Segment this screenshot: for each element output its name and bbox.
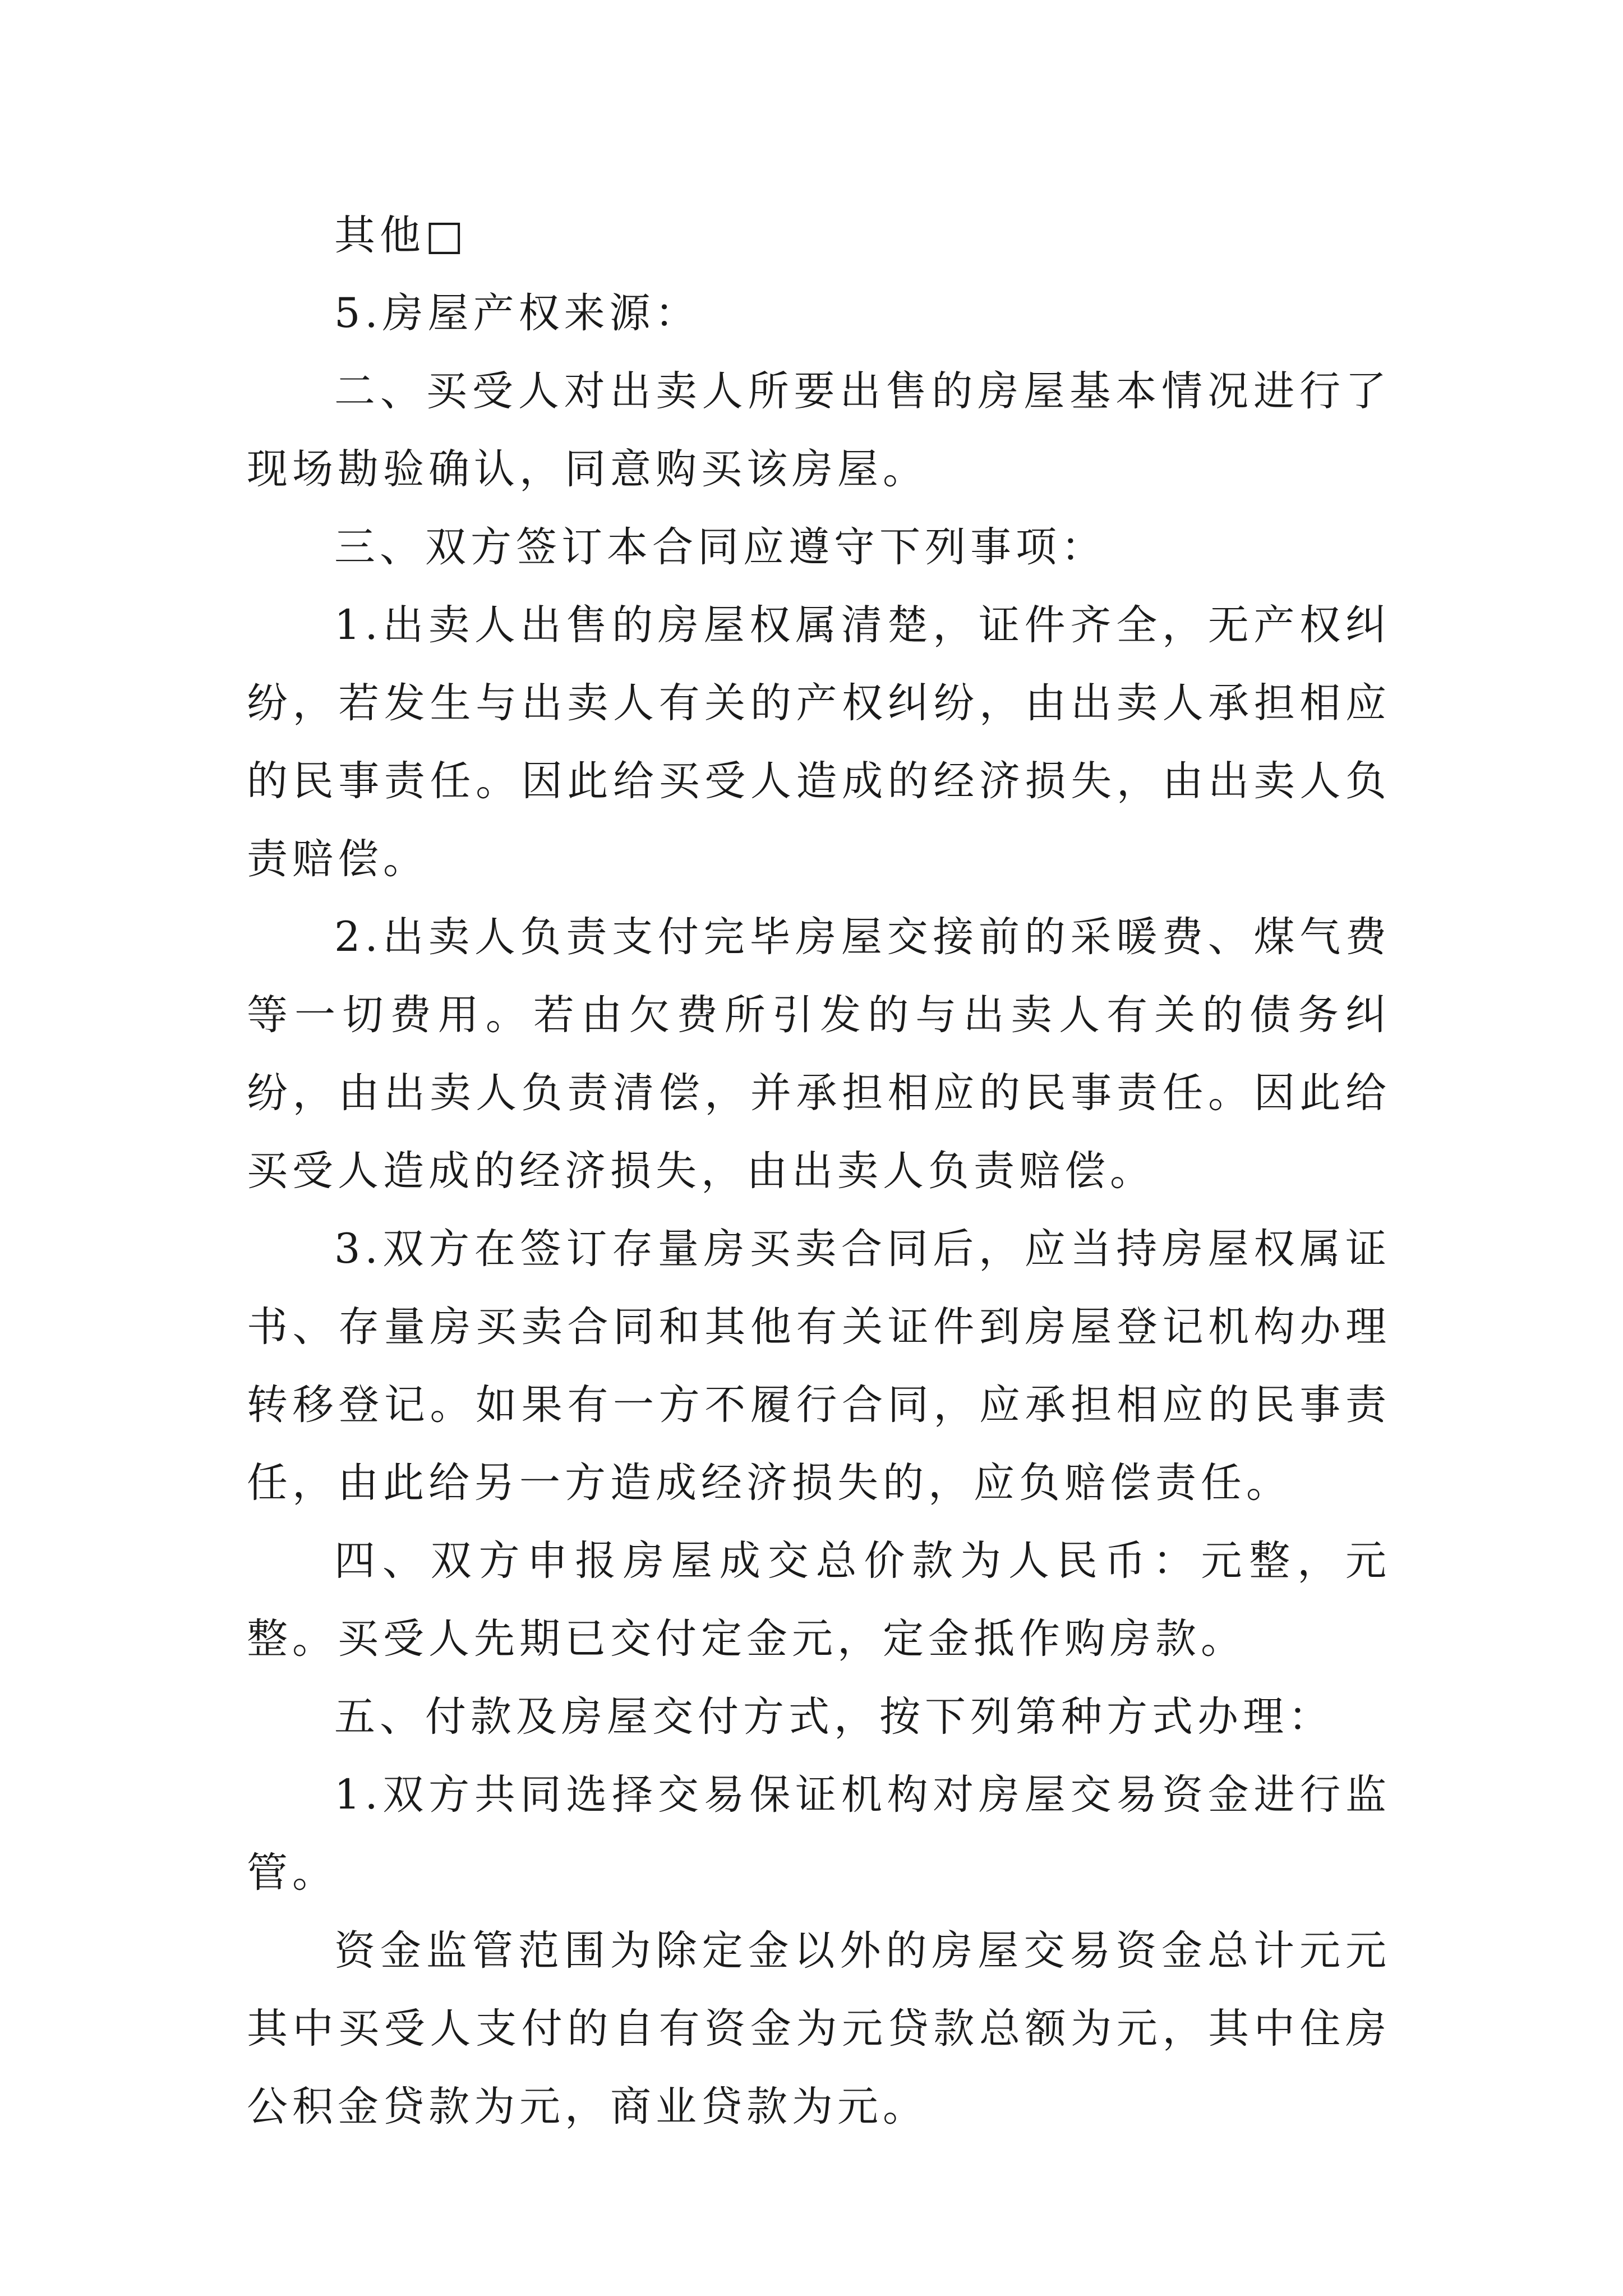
paragraph-clause-three: 三、双方签订本合同应遵守下列事项： <box>334 523 1106 571</box>
paragraph-clause-five-item-1: 1.双方共同选择交易保证机构对房屋交易资金进行监管。 <box>247 1771 1391 1897</box>
document-page <box>247 196 1391 2146</box>
paragraph-other-checkbox: 其他□ <box>334 211 468 259</box>
paragraph-clause-four: 四、双方申报房屋成交总价款为人民币：元整，元整。买受人先期已交付定金元，定金抵作购房款。 <box>247 1537 1391 1663</box>
paragraph-clause-three-item-3: 3.双方在签订存量房买卖合同后，应当持房屋权属证书、存量房买卖合同和其他有关证件到房屋登记机构办理转移登记。如果有一方不履行合同，应承担相应的民事责任，由此给另一方造成经济损失的，应负赔偿责任。 <box>247 1225 1391 1507</box>
paragraph-property-source: 5.房屋产权来源： <box>334 289 700 337</box>
paragraph-clause-three-item-2: 2.出卖人负责支付完毕房屋交接前的采暖费、煤气费等一切费用。若由欠费所引发的与出卖人有关的债务纠纷，由出卖人负责清偿，并承担相应的民事责任。因此给买受人造成的经济损失，由出卖人负责赔偿。 <box>247 913 1391 1195</box>
paragraph-clause-two: 二、买受人对出卖人所要出售的房屋基本情况进行了现场勘验确认，同意购买该房屋。 <box>247 367 1391 493</box>
paragraph-clause-three-item-1: 1.出卖人出售的房屋权属清楚，证件齐全，无产权纠纷，若发生与出卖人有关的产权纠纷，由出卖人承担相应的民事责任。因此给买受人造成的经济损失，由出卖人负责赔偿。 <box>247 601 1391 883</box>
paragraph-clause-five: 五、付款及房屋交付方式，按下列第种方式办理： <box>334 1693 1334 1741</box>
paragraph-fund-supervision: 资金监管范围为除定金以外的房屋交易资金总计元元其中买受人支付的自有资金为元贷款总额为元，其中住房公积金贷款为元，商业贷款为元。 <box>247 1927 1391 2131</box>
